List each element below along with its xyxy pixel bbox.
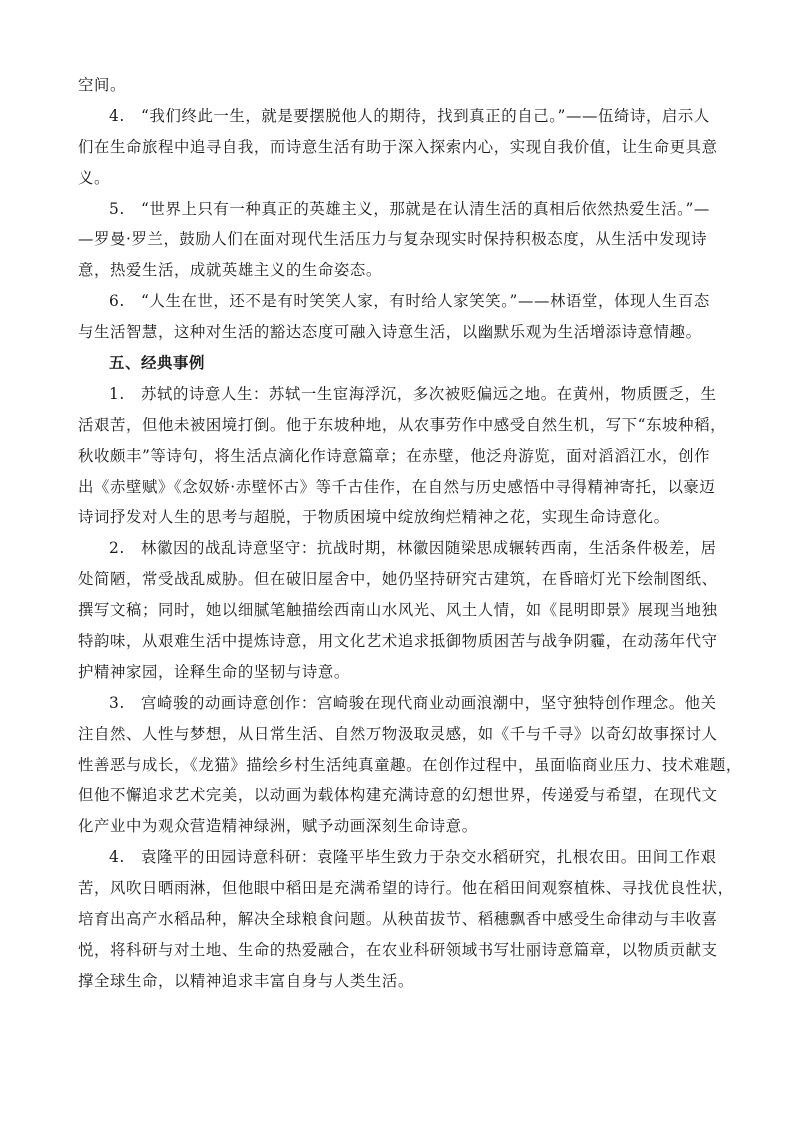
- paragraph-line: 秋收颇丰”等诗句，将生活点滴化作诗意篇章；在赤壁，他泛舟游览，面对滔滔江水，创作: [78, 446, 711, 465]
- paragraph-line: 化产业中为观众营造精神绿洲，赋予动画深刻生命诗意。: [78, 817, 478, 836]
- paragraph-line: 撰写文稿；同时，她以细腻笔触描绘西南山水风光、风土人情，如《昆明即景》展现当地独: [78, 601, 718, 620]
- line-text: “人生在世，还不是有时笑笑人家，有时给人家笑笑。”——林语堂，体现人生百态: [141, 292, 710, 311]
- paragraph-line: 特韵味，从艰难生活中提炼诗意，用文化艺术追求抵御物质困苦与战争阴霾，在动荡年代守: [78, 632, 718, 651]
- quote-item-5: [78, 194, 718, 287]
- paragraph-line: 诗词抒发对人生的思考与超脱，于物质困境中绽放绚烂精神之花，实现生命诗意化。: [78, 508, 670, 527]
- paragraph-line: [78, 379, 718, 410]
- item-number: 2.: [109, 539, 125, 558]
- line-text: 袁隆平的田园诗意科研：袁隆平毕生致力于杂交水稻研究，扎根农田。田间工作艰: [141, 848, 717, 867]
- paragraph-line: [78, 533, 718, 564]
- example-item-2: [78, 533, 718, 687]
- paragraph-line: 活艰苦，但他未被困境打倒。他于东坡种地，从农事劳作中感受自然生机，写下“东坡种稻，: [78, 415, 727, 434]
- item-number: 6.: [109, 292, 125, 311]
- example-item-3: [78, 688, 742, 842]
- paragraph-line: 出《赤壁赋》《念奴娇·赤壁怀古》等千古佳作，在自然与历史感悟中寻得精神寄托，以豪迈: [78, 477, 716, 496]
- paragraph-line: 培育出高产水稻品种，解决全球粮食问题。从秧苗拔节、稻穗飘香中感受生命律动与丰收喜: [78, 910, 718, 929]
- line-text: “我们终此一生，就是要摆脱他人的期待，找到真正的自己。”——伍绮诗，启示人: [141, 106, 710, 125]
- item-number: 1.: [109, 384, 125, 403]
- paragraph-line: [78, 688, 718, 719]
- paragraph-line: 性善恶与成长，《龙猫》描绘乡村生活纯真童趣。在创作过程中，虽面临商业压力、技术难题，: [78, 755, 742, 774]
- paragraph-line: 但他不懈追求艺术完美，以动画为载体构建充满诗意的幻想世界，传递爱与希望，在现代文: [78, 786, 718, 805]
- paragraph-line: 与生活智慧，这种对生活的豁达态度可融入诗意生活，以幽默乐观为生活增添诗意情趣。: [78, 323, 702, 342]
- item-number: 4.: [109, 848, 125, 867]
- paragraph-line: —罗曼·罗兰，鼓励人们在面对现代生活压力与复杂现实时保持积极态度，从生活中发现诗: [78, 230, 708, 249]
- paragraph-line: 撑全球生命，以精神追求丰富自身与人类生活。: [78, 971, 414, 990]
- document-page: [78, 70, 742, 997]
- item-number: 5.: [109, 199, 125, 218]
- paragraph-line: 护精神家园，诠释生命的坚韧与诗意。: [78, 662, 350, 681]
- paragraph-line: 悦，将科研与对土地、生命的热爱融合，在农业科研领域书写壮丽诗意篇章，以物质贡献支: [78, 940, 718, 959]
- line-text: “世界上只有一种真正的英雄主义，那就是在认清生活的真相后依然热爱生活。”—: [141, 199, 710, 218]
- section-heading: 五、经典事例: [109, 354, 205, 373]
- paragraph-line: [78, 101, 718, 132]
- paragraph-line: 义。: [78, 168, 110, 187]
- quote-item-6: [78, 286, 718, 348]
- paragraph-line: [78, 286, 718, 317]
- continuation-line: 空间。: [78, 76, 126, 94]
- line-text: 林徽因的战乱诗意坚守：抗战时期，林徽因随梁思成辗转西南，生活条件极差，居: [141, 539, 717, 558]
- paragraph-line: 们在生命旅程中追寻自我，而诗意生活有助于深入探索内心，实现自我价值，让生命更具意: [78, 137, 718, 156]
- paragraph-line: 意，热爱生活，成就英雄主义的生命姿态。: [78, 261, 382, 280]
- item-number: 3.: [109, 693, 125, 712]
- line-text: 苏轼的诗意人生：苏轼一生宦海浮沉，多次被贬偏远之地。在黄州，物质匮乏，生: [141, 384, 717, 403]
- paragraph-line: [78, 194, 718, 225]
- paragraph-line: 苦，风吹日晒雨淋，但他眼中稻田是充满希望的诗行。他在稻田间观察植株、寻找优良性状，: [78, 879, 734, 898]
- quote-item-4: [78, 101, 718, 194]
- line-text: 宫崎骏的动画诗意创作：宫崎骏在现代商业动画浪潮中，坚守独特创作理念。他关: [141, 693, 717, 712]
- example-item-4: [78, 842, 734, 996]
- example-item-1: [78, 379, 727, 533]
- paragraph-line: 注自然、人性与梦想，从日常生活、自然万物汲取灵感，如《千与千寻》以奇幻故事探讨人: [78, 724, 718, 743]
- item-number: 4.: [109, 106, 125, 125]
- paragraph-line: [78, 842, 718, 873]
- paragraph-line: 处简陋，常受战乱威胁。但在破旧屋舍中，她仍坚持研究古建筑，在昏暗灯光下绘制图纸、: [78, 570, 718, 589]
